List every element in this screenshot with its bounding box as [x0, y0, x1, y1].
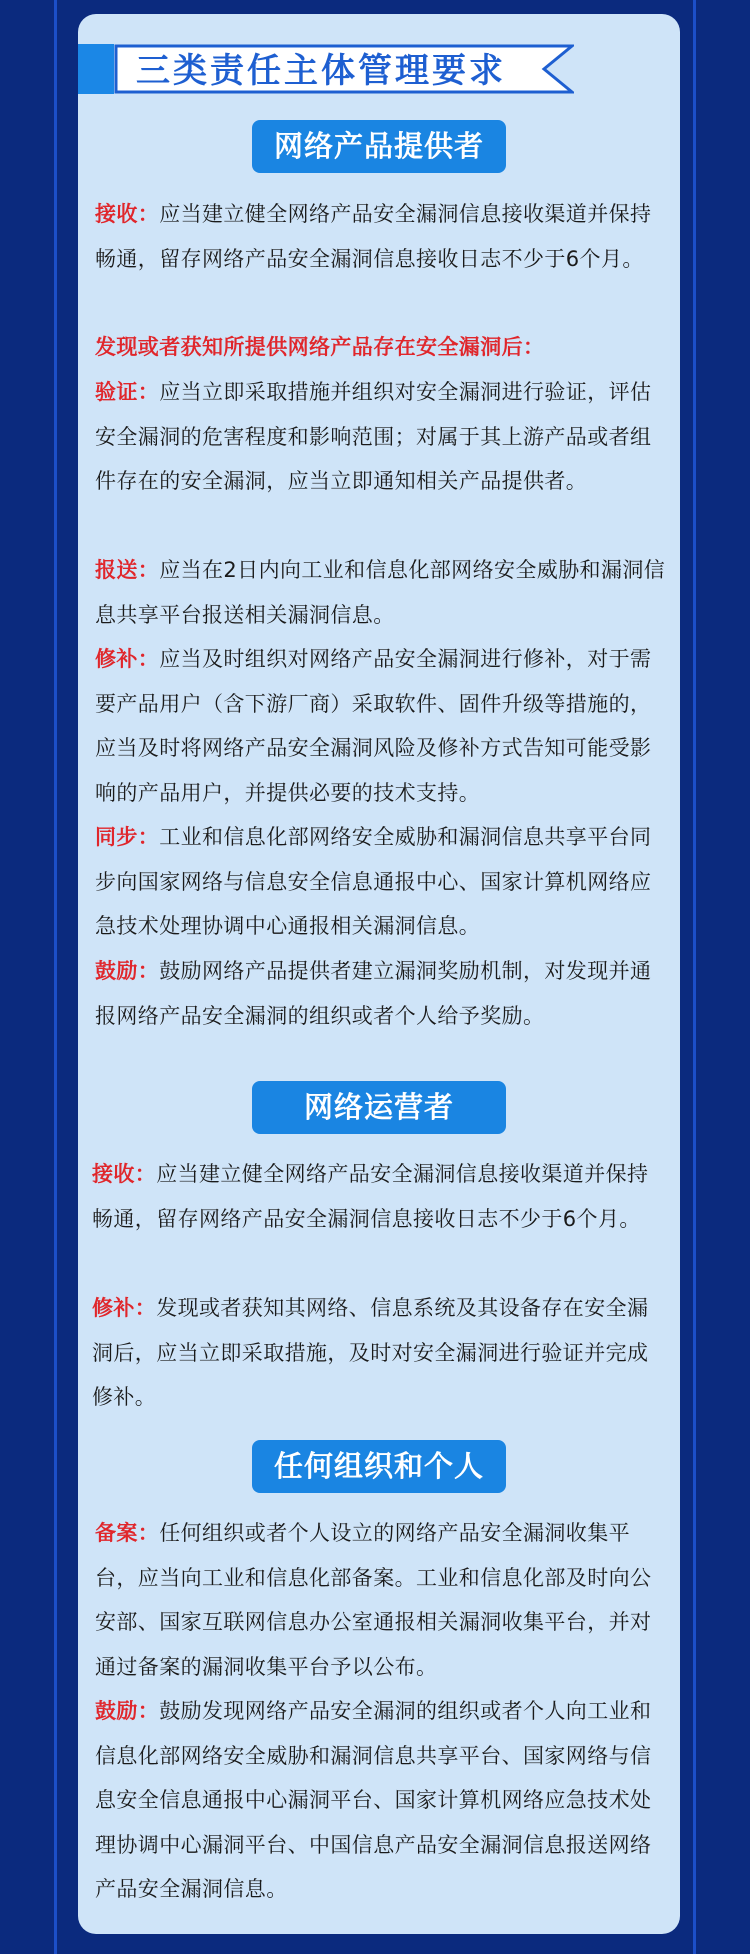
paragraph-filing [95, 1511, 667, 1689]
paragraph-sync [95, 815, 667, 949]
banner-accent-bar [78, 44, 114, 94]
keyword-label: 鼓励： [95, 1699, 160, 1723]
paragraph-text: 应当在2日内向工业和信息化部网络安全威胁和漏洞信息共享平台报送相关漏洞信息。 [95, 558, 666, 627]
paragraph-text: 鼓励发现网络产品安全漏洞的组织或者个人向工业和信息化部网络安全威胁和漏洞信息共享平台、国家网络与信息安全信息通报中心漏洞平台、国家计算机网络应急技术处理协调中心漏洞平台、中国信息产品安全漏洞信息报送网络产品安全漏洞信息。 [95, 1699, 652, 1901]
paragraph-repair [95, 637, 667, 815]
paragraph-text: 工业和信息化部网络安全威胁和漏洞信息共享平台同步向国家网络与信息安全信息通报中心、国家计算机网络应急技术处理协调中心通报相关漏洞信息。 [95, 825, 652, 938]
keyword-label: 接收： [92, 1162, 157, 1186]
paragraph-text: 应当建立健全网络产品安全漏洞信息接收渠道并保持畅通，留存网络产品安全漏洞信息接收日志不少于6个月。 [95, 202, 652, 271]
page-title: 三类责任主体管理要求 [136, 51, 506, 91]
keyword-label: 接收： [95, 202, 160, 226]
right-border-stripe [693, 0, 696, 1954]
section-heading-any-organization: 任何组织和个人 [252, 1440, 506, 1493]
section-heading-product-provider: 网络产品提供者 [252, 120, 506, 173]
paragraph-report [95, 548, 667, 637]
title-banner [78, 30, 578, 94]
paragraph-verify [95, 370, 667, 504]
paragraph-operator-repair [92, 1286, 668, 1420]
paragraph-text: 应当及时组织对网络产品安全漏洞进行修补，对于需要产品用户（含下游厂商）采取软件、固件升级等措施的，应当及时将网络产品安全漏洞风险及修补方式告知可能受影响的产品用户，并提供必要的技术支持。 [95, 647, 652, 805]
keyword-label: 同步： [95, 825, 160, 849]
paragraph-text: 发现或者获知其网络、信息系统及其设备存在安全漏洞后，应当立即采取措施，及时对安全漏洞进行验证并完成修补。 [92, 1296, 649, 1409]
keyword-label: 修补： [92, 1296, 157, 1320]
paragraph-text: 应当立即采取措施并组织对安全漏洞进行验证，评估安全漏洞的危害程度和影响范围；对属于其上游产品或者组件存在的安全漏洞，应当立即通知相关产品提供者。 [95, 380, 652, 493]
keyword-label: 鼓励： [95, 959, 160, 983]
paragraph-operator-receive [92, 1152, 668, 1241]
section-heading-network-operator: 网络运营者 [252, 1081, 506, 1134]
paragraph-text: 应当建立健全网络产品安全漏洞信息接收渠道并保持畅通，留存网络产品安全漏洞信息接收日志不少于6个月。 [92, 1162, 649, 1231]
keyword-label: 报送： [95, 558, 160, 582]
paragraph-text: 任何组织或者个人设立的网络产品安全漏洞收集平台，应当向工业和信息化部备案。工业和信息化部及时向公安部、国家互联网信息办公室通报相关漏洞收集平台，并对通过备案的漏洞收集平台予以公布。 [95, 1521, 652, 1679]
keyword-label: 验证： [95, 380, 160, 404]
notice-line [95, 325, 667, 370]
paragraph-encourage-public [95, 1689, 667, 1912]
left-border-stripe [54, 0, 57, 1954]
paragraph-receive [95, 192, 667, 281]
keyword-label: 备案： [95, 1521, 160, 1545]
notice-text: 发现或者获知所提供网络产品存在安全漏洞后： [95, 335, 545, 359]
paragraph-text: 鼓励网络产品提供者建立漏洞奖励机制，对发现并通报网络产品安全漏洞的组织或者个人给予奖励。 [95, 959, 652, 1028]
paragraph-encourage [95, 949, 667, 1038]
content-card [78, 14, 680, 1934]
keyword-label: 修补： [95, 647, 160, 671]
